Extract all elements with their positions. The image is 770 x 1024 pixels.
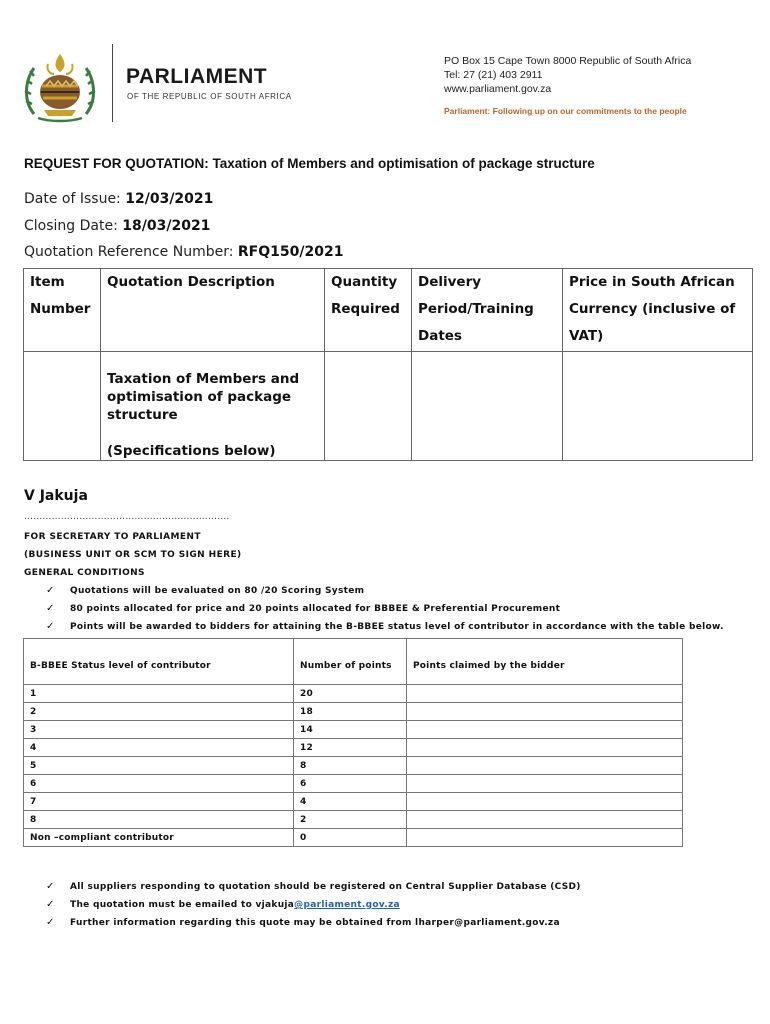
table-row (24, 775, 683, 793)
points-cell: 6 (294, 775, 407, 793)
tagline: Parliament: Following up on our commitments to the people (444, 106, 687, 116)
status-level-cell: 7 (24, 793, 294, 811)
claimed-cell (407, 757, 683, 775)
header-item-number: Item Number (24, 269, 101, 352)
points-cell: 8 (294, 757, 407, 775)
reference-number-value: RFQ150/2021 (237, 244, 344, 260)
claimed-cell (407, 721, 683, 739)
email-note: The quotation must be emailed to vjakuja (70, 900, 295, 910)
list-item (46, 896, 581, 914)
claimed-cell (407, 775, 683, 793)
claimed-cell (407, 685, 683, 703)
closing-date-label: Closing Date: (24, 218, 123, 234)
date-of-issue (24, 191, 213, 207)
submission-notes-list (46, 878, 581, 932)
quotation-table (23, 268, 753, 461)
check-icon: ✓ (46, 621, 55, 632)
table-row (24, 721, 683, 739)
points-cell: 14 (294, 721, 407, 739)
status-level-cell: 6 (24, 775, 294, 793)
email-link[interactable]: @parliament.gov.za (294, 900, 400, 910)
points-cell: 2 (294, 811, 407, 829)
claimed-cell (407, 793, 683, 811)
status-level-cell: 5 (24, 757, 294, 775)
item-description: Taxation of Members and optimisation of package structure (107, 371, 300, 423)
bbbee-header-row (24, 639, 683, 685)
date-of-issue-value: 12/03/2021 (125, 191, 214, 207)
status-level-cell: Non –compliant contributor (24, 829, 294, 847)
closing-date (24, 218, 210, 234)
list-item: ✓ Quotations will be evaluated on 80 /20 Scoring System (46, 582, 724, 600)
check-icon: ✓ (46, 917, 55, 928)
table-row (24, 793, 683, 811)
csd-note: All suppliers responding to quotation should be registered on Central Supplier Database (CSD) (70, 882, 581, 892)
claimed-cell (407, 703, 683, 721)
website: www.parliament.gov.za (444, 83, 552, 95)
claimed-cell (407, 739, 683, 757)
status-level-cell: 8 (24, 811, 294, 829)
points-cell: 4 (294, 793, 407, 811)
cell-quantity (325, 352, 412, 461)
cell-description (101, 352, 325, 461)
quotation-header-row (24, 269, 753, 352)
header-points-claimed: Points claimed by the bidder (407, 639, 683, 685)
header-status-level: B-BBEE Status level of contributor (24, 639, 294, 685)
letterhead-divider (112, 44, 113, 122)
table-row (24, 757, 683, 775)
table-row (24, 703, 683, 721)
contact-block (444, 54, 691, 118)
signer-name: V Jakuja (24, 488, 88, 504)
list-item (46, 914, 581, 932)
further-info-note: Further information regarding this quote may be obtained from lharper@parliament.gov.za (70, 918, 560, 928)
telephone: Tel: 27 (21) 403 2911 (444, 69, 543, 81)
reference-number-label: Quotation Reference Number: (24, 244, 238, 260)
points-cell: 0 (294, 829, 407, 847)
check-icon: ✓ (46, 881, 55, 892)
brand-subtitle: OF THE REPUBLIC OF SOUTH AFRICA (127, 92, 292, 101)
check-icon: ✓ (46, 603, 55, 614)
table-row (24, 811, 683, 829)
bbbee-points-table (23, 638, 683, 847)
points-cell: 20 (294, 685, 407, 703)
cell-price (563, 352, 753, 461)
table-row (24, 829, 683, 847)
list-item (46, 878, 581, 896)
signature-line: …………………………………………………………. (24, 512, 230, 522)
table-row (24, 739, 683, 757)
sign-here-note: (BUSINESS UNIT OR SCM TO SIGN HERE) (24, 550, 242, 560)
table-row (24, 685, 683, 703)
check-icon: ✓ (46, 585, 55, 596)
cell-delivery (412, 352, 563, 461)
date-of-issue-label: Date of Issue: (24, 191, 126, 207)
header-delivery: Delivery Period/Training Dates (412, 269, 563, 352)
reference-number (24, 244, 343, 260)
status-level-cell: 2 (24, 703, 294, 721)
list-item: ✓ Points will be awarded to bidders for attaining the B-BBEE status level of contributor in accordance with the table below. (46, 618, 724, 636)
status-level-cell: 4 (24, 739, 294, 757)
claimed-cell (407, 829, 683, 847)
brand-name: PARLIAMENT (126, 65, 268, 88)
for-secretary: FOR SECRETARY TO PARLIAMENT (24, 532, 201, 542)
points-cell: 18 (294, 703, 407, 721)
status-level-cell: 3 (24, 721, 294, 739)
status-level-cell: 1 (24, 685, 294, 703)
quotation-item-row (24, 352, 753, 461)
header-number-of-points: Number of points (294, 639, 407, 685)
header-quantity: Quantity Required (325, 269, 412, 352)
specifications-note: (Specifications below) (107, 443, 276, 459)
check-icon: ✓ (46, 899, 55, 910)
parliament-crest-icon (20, 52, 100, 124)
header-description: Quotation Description (101, 269, 325, 352)
general-conditions-heading: GENERAL CONDITIONS (24, 568, 145, 578)
cell-item-number (24, 352, 101, 461)
list-item: ✓ 80 points allocated for price and 20 points allocated for BBBEE & Preferential Procurement (46, 600, 724, 618)
closing-date-value: 18/03/2021 (122, 218, 211, 234)
document-title: REQUEST FOR QUOTATION: Taxation of Members and optimisation of package structure (24, 156, 595, 171)
points-cell: 12 (294, 739, 407, 757)
postal-address: PO Box 15 Cape Town 8000 Republic of South Africa (444, 55, 692, 67)
general-conditions-list (46, 582, 724, 636)
header-price: Price in South African Currency (inclusive of VAT) (563, 269, 753, 352)
claimed-cell (407, 811, 683, 829)
